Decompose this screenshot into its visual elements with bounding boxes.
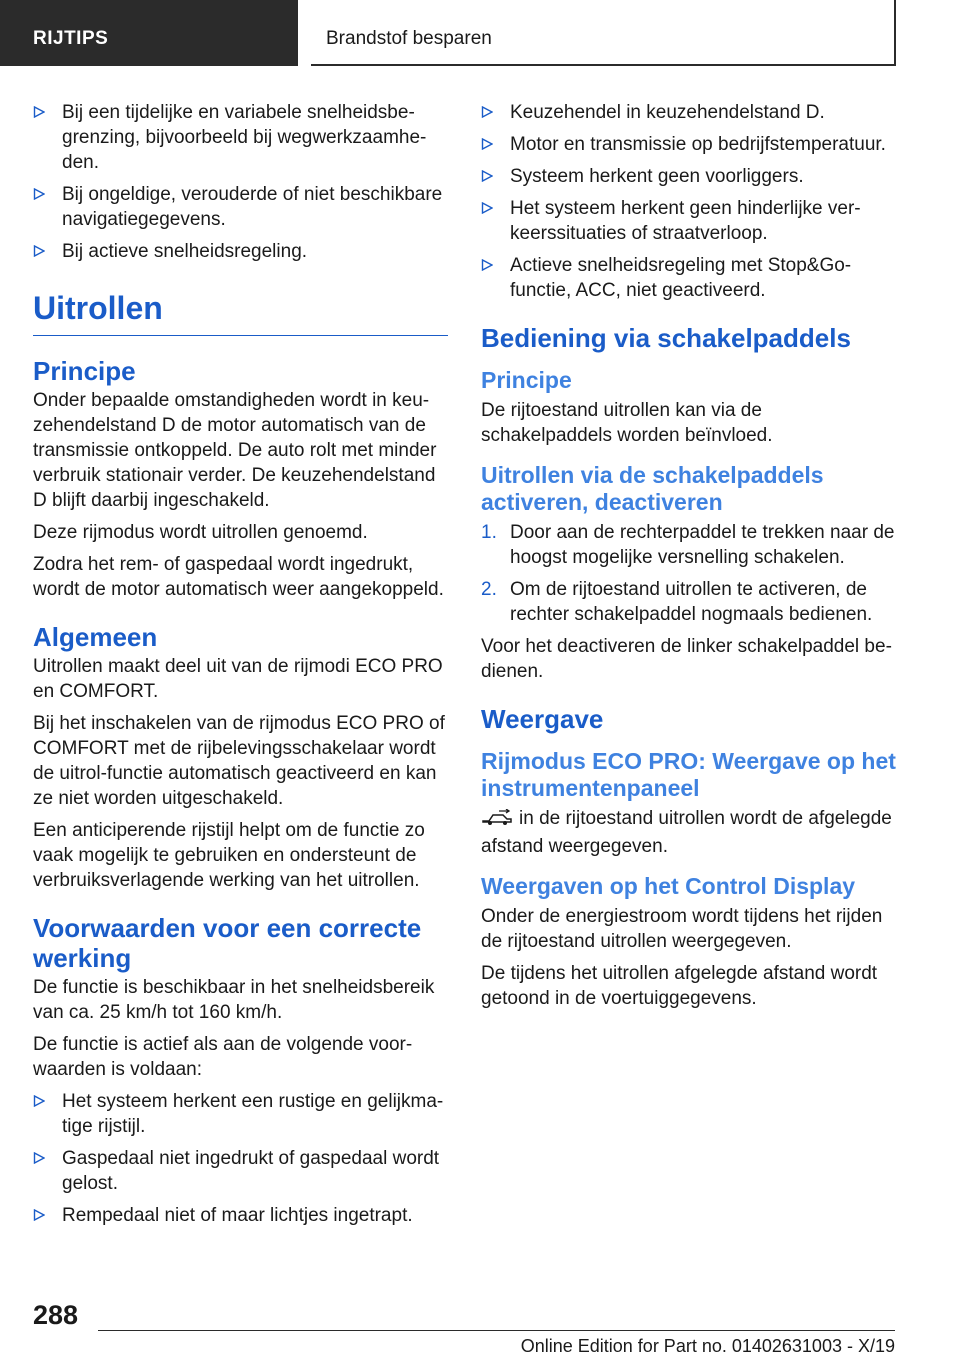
list-item: Keuzehendel in keuzehendelstand D. [481,100,896,125]
section-tab: RIJTIPS [0,0,298,66]
paragraph: De functie is actief als aan de volgende voorwaarden is voldaan: [33,1034,413,1080]
heading-rijmodus: Rijmodus ECO PRO: Weergave op het instrumentenpaneel [481,748,896,801]
paragraph: in de rijtoestand uitrollen wordt de afgelegde afstand weergegeven. [481,808,892,857]
edition-text: Online Edition for Part no. 01402631003 - X/19 [520,1336,895,1356]
triangle-right-outline-icon [33,182,47,207]
triangle-right-outline-icon [481,253,495,278]
left-column [33,100,448,1235]
triangle-right-outline-icon [33,1146,47,1171]
bullet-list-voorwaarden [33,1089,448,1228]
list-item: Systeem herkent geen voorliggers. [481,164,896,189]
triangle-right-outline-icon [481,132,495,157]
paragraph: Een anticiperende rijstijl helpt om de functie zo vaak mogelijk te gebruiken en ondersteunt de verbruiksverlagende werking van het uitrollen. [33,820,425,891]
heading-control-display: Weergaven op het Control Display [481,873,856,899]
heading-bediening: Bediening via schakelpaddels [481,323,851,353]
list-item: Het systeem herkent een rustige en gelijkmatige rijstijl. [33,1089,448,1139]
page-number: 288 [33,1300,79,1330]
paragraph: Onder de energiestroom wordt tijdens het rijden de rijtoestand uitrollen weergegeven. [481,906,883,952]
paragraph: Bij het inschakelen van de rijmodus ECO PRO of COMFORT met de rijbelevingsschakelaar wordt de uitrol-functie automatisch geactiveerd en kan ze niet worden uitgeschakeld. [33,713,445,809]
paragraph: Onder bepaalde omstandigheden wordt in keuzehendelstand D de motor automatisch van de transmissie ontkoppeld. De auto rolt met minder verbruik stationair verder. De keuzehendelstand D blijft daarbij ingeschakeld. [33,390,437,511]
heading-activeren: Uitrollen via de schakelpaddels activeren, deactiveren [481,462,824,515]
list-item: Bij een tijdelijke en variabele snelheidsbegrenzing, bijvoorbeeld bij wegwerkzaamheden. [33,100,448,175]
paragraph: Zodra het rem- of gaspedaal wordt ingedrukt, wordt de motor automatisch weer aangekoppeld. [33,554,444,600]
triangle-right-outline-icon [33,239,47,264]
paragraph: Voor het deactiveren de linker schakelpaddel bedienen. [481,636,892,682]
list-item: 2. Om de rijtoestand uitrollen te activeren, de rechter schakelpaddel nogmaals bedienen. [481,579,873,625]
chapter-title: Brandstof besparen [311,0,896,66]
triangle-right-outline-icon [33,1089,47,1114]
list-item: Gaspedaal niet ingedrukt of gaspedaal wordt gelost. [33,1146,448,1196]
paragraph: De rijtoestand uitrollen kan via de schakelpaddels worden beïnvloed. [481,400,773,446]
triangle-right-outline-icon [481,196,495,221]
list-item: Actieve snelheidsregeling met Stop&Go-functie, ACC, niet geactiveerd. [481,253,896,303]
heading-algemeen: Algemeen [33,622,158,652]
heading-principe-right: Principe [481,367,572,393]
heading-uitrollen: Uitrollen [33,290,448,336]
paragraph: Deze rijmodus wordt uitrollen genoemd. [33,522,368,543]
list-item: Motor en transmissie op bedrijfstemperatuur. [481,132,896,157]
list-item: Bij actieve snelheidsregeling. [33,239,448,264]
footer-divider [98,1330,895,1331]
paragraph: Uitrollen maakt deel uit van de rijmodi ECO PRO en COMFORT. [33,656,443,702]
heading-principe: Principe [33,356,136,386]
triangle-right-outline-icon [33,1203,47,1228]
list-item: 1. Door aan de rechterpaddel te trekken naar de hoogst mogelijke versnelling schakelen. [481,522,895,568]
paragraph: De functie is beschikbaar in het snelheidsbereik van ca. 25 km/h tot 160 km/h. [33,977,435,1023]
triangle-right-outline-icon [33,100,47,125]
coasting-car-icon [481,809,513,834]
list-item: Bij ongeldige, verouderde of niet beschikbare navigatiegegevens. [33,182,448,232]
right-column [481,100,896,1018]
heading-voorwaarden: Voorwaarden voor een correcte werking [33,913,422,973]
triangle-right-outline-icon [481,100,495,125]
triangle-right-outline-icon [481,164,495,189]
page-header [0,0,960,66]
steps-list [481,520,896,627]
list-item: Het systeem herkent geen hinderlijke verkeerssituaties of straatverloop. [481,196,896,246]
list-item: Rempedaal niet of maar lichtjes ingetrapt. [33,1203,448,1228]
heading-weergave: Weergave [481,704,604,734]
bullet-list-top-right [481,100,896,303]
paragraph: De tijdens het uitrollen afgelegde afstand wordt getoond in de voertuiggegevens. [481,963,878,1009]
bullet-list-top-left [33,100,448,264]
